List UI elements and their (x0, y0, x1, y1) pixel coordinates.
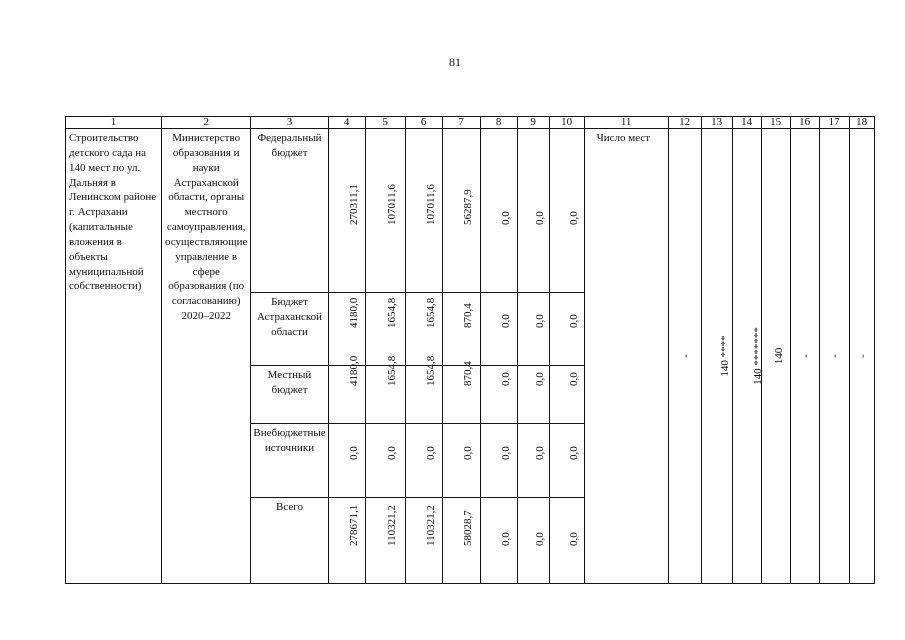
value-cell: 0,0 (517, 424, 549, 498)
funding-source: Всего (251, 498, 328, 584)
col-header: 13 (701, 117, 732, 129)
value-cell: 278671,1 (328, 498, 365, 584)
col-header: 15 (761, 117, 790, 129)
col-header: 2 (162, 117, 251, 129)
value-cell: 58028,7 (442, 498, 480, 584)
value-cell: 270311,1 (328, 129, 365, 293)
indicator-cell: - (790, 129, 819, 584)
value-cell: 0,0 (365, 424, 405, 498)
value-cell: 1654,8 (365, 293, 405, 366)
value-cell: 1654,8 (405, 293, 442, 366)
table-row (66, 129, 875, 293)
col-header: 16 (790, 117, 819, 129)
value-cell: 0,0 (480, 424, 517, 498)
col-header: 7 (442, 117, 480, 129)
value-cell: 0,0 (480, 498, 517, 584)
value-cell: 0,0 (517, 498, 549, 584)
col-header: 18 (849, 117, 874, 129)
col-header: 14 (732, 117, 761, 129)
value-cell: 0,0 (405, 424, 442, 498)
indicator-cell: - (668, 129, 701, 584)
column-number-row (66, 117, 875, 129)
funding-source: Бюджет Астраханской области (251, 293, 328, 366)
col-header: 17 (819, 117, 849, 129)
col-header: 1 (66, 117, 162, 129)
value-cell: 870,4 (442, 293, 480, 366)
value-cell: 56287,9 (442, 129, 480, 293)
funding-source: Федеральный бюджет (251, 129, 328, 293)
value-cell: 4180,0 (328, 293, 365, 366)
value-cell: 107011,6 (365, 129, 405, 293)
col-header: 9 (517, 117, 549, 129)
col-header: 4 (328, 117, 365, 129)
funding-source: Внебюджетные источники (251, 424, 328, 498)
object-title: Строительство детского сада на 140 мест по ул. Дальняя в Ленинском районе г. Астрахани (капитальные вложения в объекты муниципальной собственности) (66, 129, 162, 584)
value-cell: 0,0 (549, 366, 584, 424)
indicator-name: Число мест (584, 129, 668, 584)
value-cell: 0,0 (480, 129, 517, 293)
col-header: 6 (405, 117, 442, 129)
col-header: 8 (480, 117, 517, 129)
indicator-cell: 140 (761, 129, 790, 584)
col-header: 11 (584, 117, 668, 129)
value-cell: 0,0 (549, 293, 584, 366)
value-cell: 0,0 (517, 293, 549, 366)
indicator-cell: 140 **** (701, 129, 732, 584)
value-cell: 0,0 (442, 424, 480, 498)
value-cell: 0,0 (328, 424, 365, 498)
value-cell: 870,4 (442, 366, 480, 424)
indicator-cell: - (819, 129, 849, 584)
value-cell: 1654,8 (405, 366, 442, 424)
value-cell: 0,0 (517, 366, 549, 424)
value-cell: 110321,2 (405, 498, 442, 584)
value-cell: 110321,2 (365, 498, 405, 584)
value-cell: 0,0 (549, 129, 584, 293)
indicator-cell: 140 ******* (732, 129, 761, 584)
value-cell: 0,0 (480, 293, 517, 366)
col-header: 10 (549, 117, 584, 129)
value-cell: 107011,6 (405, 129, 442, 293)
value-cell: 1654,8 (365, 366, 405, 424)
value-cell: 0,0 (549, 424, 584, 498)
value-cell: 0,0 (549, 498, 584, 584)
value-cell: 0,0 (480, 366, 517, 424)
program-table (65, 116, 875, 584)
funding-source: Местный бюджет (251, 366, 328, 424)
value-cell: 4180,0 (328, 366, 365, 424)
value-cell: 0,0 (517, 129, 549, 293)
col-header: 12 (668, 117, 701, 129)
col-header: 5 (365, 117, 405, 129)
page-number: 81 (449, 55, 461, 69)
executor-cell: Министерство образования и науки Астраханской области, органы местного самоуправления, осуществляющие управление в сфере образования (по согласованию) 2020–2022 (162, 129, 251, 584)
indicator-cell: - (849, 129, 874, 584)
col-header: 3 (251, 117, 328, 129)
